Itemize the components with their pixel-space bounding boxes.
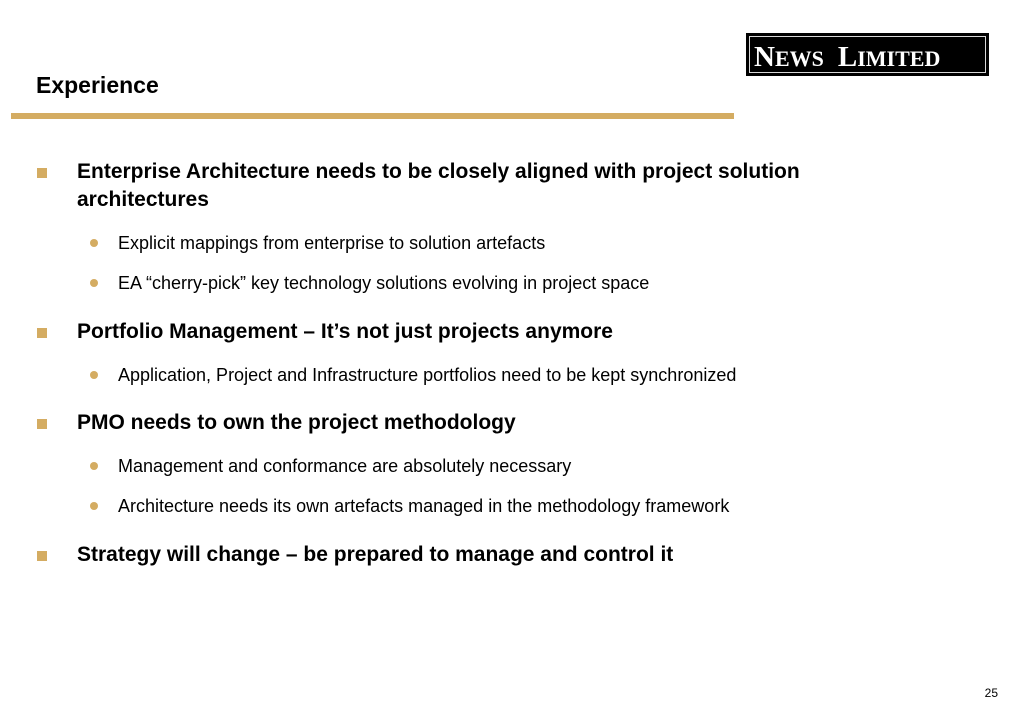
bullet-item: Portfolio Management – It’s not just projects anymore (77, 320, 613, 343)
bullet-item: Strategy will change – be prepared to manage and control it (77, 543, 674, 566)
logo-initial-l: L (837, 41, 858, 73)
sub-bullet-item: Architecture needs its own artefacts managed in the methodology framework (118, 496, 730, 516)
slide-title: Experience (36, 72, 159, 98)
bullet-item: PMO needs to own the project methodology (77, 411, 516, 434)
page-number: 25 (984, 686, 998, 700)
sub-bullet-item: Application, Project and Infrastructure portfolios need to be kept synchronized (118, 365, 737, 385)
sub-bullet-marker (90, 371, 98, 379)
logo-wordmark (746, 33, 989, 76)
bullet-marker (37, 551, 47, 561)
logo-word-imited: IMITED (857, 46, 941, 71)
bullet-marker (37, 419, 47, 429)
sub-bullet-marker (90, 502, 98, 510)
sub-bullet-item: Explicit mappings from enterprise to solution artefacts (118, 233, 546, 253)
logo-initial-n: N (754, 41, 775, 73)
sub-bullet-marker (90, 462, 98, 470)
sub-bullet-item: Management and conformance are absolutely necessary (118, 456, 572, 476)
sub-bullet-item: EA “cherry-pick” key technology solutions evolving in project space (118, 273, 650, 293)
bullet-marker (37, 328, 47, 338)
sub-bullet-marker (90, 279, 98, 287)
bullet-marker (37, 168, 47, 178)
title-divider (11, 113, 734, 119)
svg-text:NEWSLIMITED (754, 41, 940, 73)
news-limited-logo (746, 33, 989, 76)
logo-word-ews: EWS (774, 46, 824, 71)
sub-bullet-marker (90, 239, 98, 247)
bullet-item: Enterprise Architecture needs to be closely aligned with project solution architectures (77, 160, 800, 211)
